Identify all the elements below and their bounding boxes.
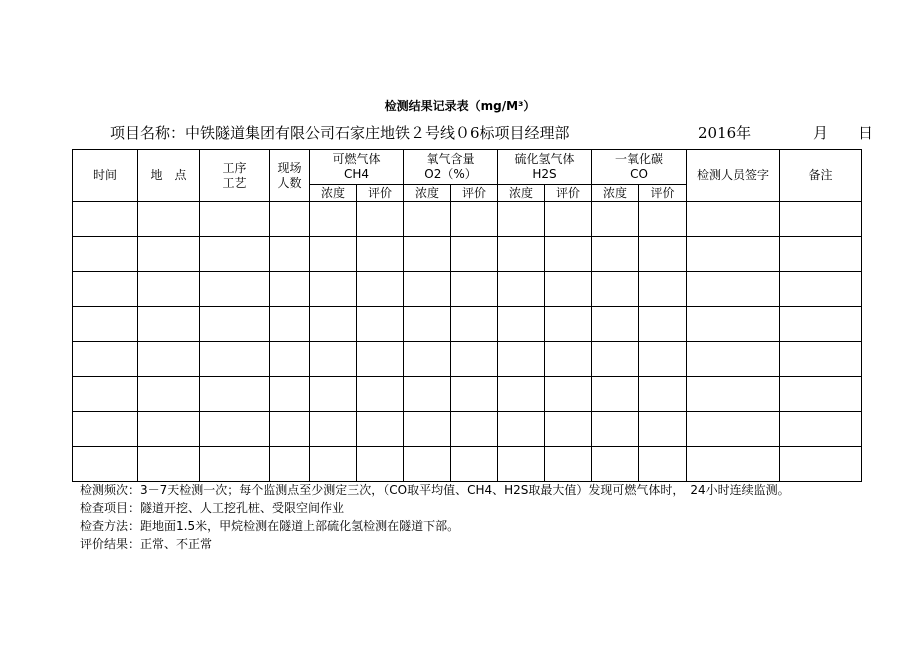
table-cell[interactable] [270,307,310,342]
table-row [73,342,862,377]
table-cell[interactable] [138,272,200,307]
header-personnel: 现场 人数 [270,150,310,202]
table-cell[interactable] [592,447,639,482]
table-cell[interactable] [780,412,862,447]
table-cell[interactable] [592,377,639,412]
header-gas-combustible [310,150,404,185]
table-cell[interactable] [780,307,862,342]
table-row [73,377,862,412]
table-cell[interactable] [592,272,639,307]
table-cell[interactable] [404,237,451,272]
table-cell[interactable] [687,202,780,237]
table-cell[interactable] [270,342,310,377]
table-cell[interactable] [200,307,270,342]
note-items: 检查项目：隧道开挖、人工挖孔桩、受限空间作业 [80,501,345,515]
table-cell[interactable] [404,307,451,342]
table-cell[interactable] [592,342,639,377]
subheader-concentration: 浓度 [404,185,451,202]
table-cell[interactable] [138,412,200,447]
note-result: 评价结果：正常、不正常 [80,537,213,551]
table-cell[interactable] [498,377,545,412]
table-cell[interactable] [357,342,404,377]
gas-formula: CO [630,167,648,181]
table-cell[interactable] [310,412,357,447]
header-gas-oxygen [404,150,498,185]
note-method: 检查方法：距地面1.5米，甲烷检测在隧道上部硫化氢检测在隧道下部。 [80,519,460,533]
table-cell[interactable] [200,272,270,307]
table-cell[interactable] [498,202,545,237]
table-cell[interactable] [404,447,451,482]
table-cell[interactable] [451,307,498,342]
table-cell[interactable] [451,202,498,237]
table-cell[interactable] [687,447,780,482]
table-cell[interactable] [73,342,138,377]
table-cell[interactable] [138,307,200,342]
table-cell[interactable] [310,272,357,307]
table-cell[interactable] [639,377,687,412]
table-cell[interactable] [639,447,687,482]
table-cell[interactable] [687,342,780,377]
table-cell[interactable] [73,272,138,307]
table-cell[interactable] [73,307,138,342]
table-cell[interactable] [545,412,592,447]
table-cell[interactable] [498,272,545,307]
table-cell[interactable] [545,377,592,412]
table-cell[interactable] [357,307,404,342]
date-month: 月 [812,124,828,142]
header-remarks: 备注 [780,150,862,202]
header-gas-co [592,150,687,185]
table-cell[interactable] [545,342,592,377]
table-cell[interactable] [498,447,545,482]
header-gas-h2s [498,150,592,185]
table-cell[interactable] [138,447,200,482]
date-year: 2016年 [698,124,752,142]
subheader-concentration: 浓度 [498,185,545,202]
table-cell[interactable] [357,377,404,412]
table-row [73,447,862,482]
table-cell[interactable] [498,237,545,272]
table-cell[interactable] [498,342,545,377]
record-table [72,149,862,482]
table-cell[interactable] [687,272,780,307]
table-row [73,272,862,307]
header-row [73,150,862,185]
table-cell[interactable] [200,377,270,412]
table-cell[interactable] [592,412,639,447]
document-title: 检测结果记录表（mg/M³） [384,99,536,113]
gas-formula: H2S [532,167,557,181]
note-frequency: 检测频次：3－7天检测一次；每个监测点至少测定三次，（CO取平均值、CH4、H2S取最大值）发现可燃气体时， 24小时连续监测。 [80,483,790,497]
subheader-evaluation: 评价 [451,185,498,202]
notes [80,481,790,553]
table-cell[interactable] [451,272,498,307]
table-cell[interactable] [310,237,357,272]
table-cell[interactable] [687,412,780,447]
table-cell[interactable] [780,377,862,412]
table-cell[interactable] [545,202,592,237]
table-cell[interactable] [639,342,687,377]
table-cell[interactable] [270,377,310,412]
table-cell[interactable] [451,342,498,377]
table-cell[interactable] [310,342,357,377]
table-cell[interactable] [639,272,687,307]
table-cell[interactable] [498,412,545,447]
header-location: 地 点 [138,150,200,202]
gas-name: 氧气含量 [426,152,475,166]
table-cell[interactable] [73,377,138,412]
table-cell[interactable] [73,202,138,237]
table-cell[interactable] [357,272,404,307]
table-cell[interactable] [404,377,451,412]
table-cell[interactable] [200,202,270,237]
table-cell[interactable] [310,377,357,412]
table-cell[interactable] [357,447,404,482]
gas-name: 一氧化碳 [615,152,664,166]
subheader-concentration: 浓度 [592,185,639,202]
gas-formula: CH4 [343,167,370,181]
table-cell[interactable] [357,237,404,272]
table-cell[interactable] [357,202,404,237]
table-cell[interactable] [270,412,310,447]
table-cell[interactable] [780,202,862,237]
table-cell[interactable] [138,237,200,272]
table-cell[interactable] [687,237,780,272]
table-cell[interactable] [780,342,862,377]
table-cell[interactable] [451,412,498,447]
table-cell[interactable] [310,447,357,482]
subheader-concentration: 浓度 [310,185,357,202]
table-cell[interactable] [73,447,138,482]
header-process: 工序 工艺 [200,150,270,202]
table-cell[interactable] [138,377,200,412]
table-cell[interactable] [451,377,498,412]
table-cell[interactable] [270,202,310,237]
table-cell[interactable] [200,342,270,377]
table-cell[interactable] [592,237,639,272]
table-cell[interactable] [451,237,498,272]
table-cell[interactable] [545,272,592,307]
table-cell[interactable] [451,447,498,482]
table-row [73,237,862,272]
table-cell[interactable] [780,272,862,307]
table-cell[interactable] [138,342,200,377]
table-row [73,202,862,237]
table-cell[interactable] [545,237,592,272]
project-name: 项目名称：中铁隧道集团有限公司石家庄地铁２号线０6标项目经理部 [110,124,570,142]
table-row [73,307,862,342]
table-cell[interactable] [780,447,862,482]
table-cell[interactable] [138,202,200,237]
table-cell[interactable] [200,237,270,272]
subheader-evaluation: 评价 [639,185,687,202]
table-cell[interactable] [639,412,687,447]
gas-name: 硫化氢气体 [514,152,575,166]
table-cell[interactable] [639,237,687,272]
table-cell[interactable] [310,202,357,237]
table-cell[interactable] [270,447,310,482]
table-cell[interactable] [270,272,310,307]
gas-formula: O2（%） [424,167,477,181]
table-body [73,202,862,482]
table-cell[interactable] [639,202,687,237]
table-cell[interactable] [404,412,451,447]
table-cell[interactable] [310,307,357,342]
table-cell[interactable] [498,307,545,342]
table-cell[interactable] [357,412,404,447]
table-cell[interactable] [780,237,862,272]
table-cell[interactable] [592,202,639,237]
gas-name: 可燃气体 [332,152,381,166]
table-cell[interactable] [545,447,592,482]
table-cell[interactable] [200,447,270,482]
subheader-evaluation: 评价 [357,185,404,202]
table-cell[interactable] [200,412,270,447]
table-cell[interactable] [270,237,310,272]
table-cell[interactable] [639,307,687,342]
header-time: 时间 [73,150,138,202]
table-cell[interactable] [404,202,451,237]
table-row [73,412,862,447]
table-cell[interactable] [592,307,639,342]
date-line [698,122,873,143]
table-cell[interactable] [73,237,138,272]
subheader-evaluation: 评价 [545,185,592,202]
header-inspector: 检测人员签字 [687,150,780,202]
table-cell[interactable] [404,272,451,307]
table-cell[interactable] [73,412,138,447]
table-cell[interactable] [545,307,592,342]
table-cell[interactable] [404,342,451,377]
table-cell[interactable] [687,307,780,342]
table-cell[interactable] [687,377,780,412]
date-day: 日 [857,124,873,142]
